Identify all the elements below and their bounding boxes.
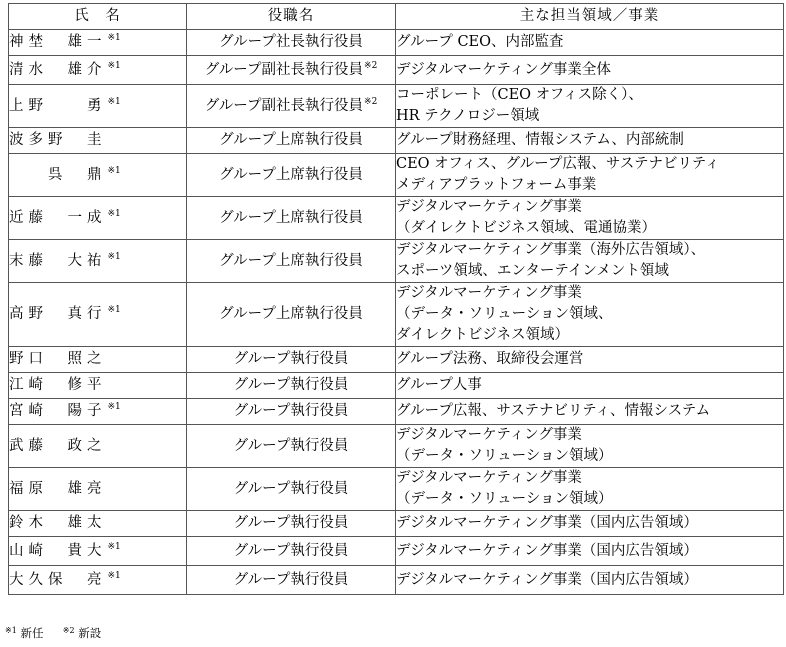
area-line: （データ・ソリューション領域） <box>396 491 613 507</box>
area-line: デジタルマーケティング事業 <box>396 199 582 215</box>
cell-area <box>396 30 784 56</box>
new-appointment-mark: ※1 <box>107 165 121 176</box>
area-line: （データ・ソリューション領域） <box>396 448 613 464</box>
officer-title: グループ上席執行役員 <box>219 166 363 183</box>
cell-area <box>396 373 784 399</box>
new-appointment-mark: ※1 <box>107 570 121 581</box>
cell-title <box>187 240 396 283</box>
new-appointment-mark: ※1 <box>107 541 121 552</box>
footnotes <box>5 625 101 641</box>
officer-name: 鈴木 雄太 <box>9 515 107 531</box>
cell-title <box>187 566 396 595</box>
area-line: デジタルマーケティング事業全体 <box>396 61 611 78</box>
officer-title: グループ執行役員 <box>233 571 349 588</box>
area-line: メディアプラットフォーム事業 <box>396 177 597 193</box>
area-line: デジタルマーケティング事業（海外広告領域）、 <box>396 242 706 258</box>
cell-area <box>396 283 784 347</box>
new-appointment-mark: ※1 <box>107 96 121 107</box>
officer-title: グループ上席執行役員 <box>219 209 363 226</box>
table-row <box>9 30 784 56</box>
table-row <box>9 154 784 197</box>
table-row <box>9 373 784 399</box>
cell-area <box>396 197 784 240</box>
area-line: デジタルマーケティング事業（国内広告領域） <box>396 542 698 559</box>
cell-name <box>9 537 187 566</box>
table-row <box>9 347 784 373</box>
header-name: 氏 名 <box>9 4 187 30</box>
officer-title: グループ社長執行役員 <box>219 34 363 50</box>
officer-title: グループ執行役員 <box>233 437 349 454</box>
cell-area <box>396 154 784 197</box>
area-line: CEO オフィス、グループ広報、サステナビリティ <box>396 156 720 172</box>
cell-area <box>396 537 784 566</box>
cell-title <box>187 537 396 566</box>
table-row <box>9 468 784 511</box>
cell-title <box>187 283 396 347</box>
cell-title <box>187 197 396 240</box>
cell-area <box>396 511 784 537</box>
cell-name <box>9 240 187 283</box>
officer-name: 宮崎 陽子 <box>9 403 107 419</box>
cell-area <box>396 425 784 468</box>
officer-name: 神埜 雄一 <box>9 34 107 50</box>
new-appointment-mark: ※1 <box>107 402 121 412</box>
executive-officers-table <box>8 3 784 595</box>
officer-title: グループ上席執行役員 <box>219 252 363 269</box>
table-row <box>9 197 784 240</box>
cell-name <box>9 85 187 128</box>
new-appointment-mark: ※1 <box>107 33 121 43</box>
cell-title <box>187 468 396 511</box>
cell-title <box>187 511 396 537</box>
cell-title <box>187 56 396 85</box>
header-title: 役職名 <box>187 4 396 30</box>
cell-name <box>9 425 187 468</box>
new-position-mark: ※2 <box>364 96 378 107</box>
cell-name <box>9 347 187 373</box>
officer-name: 呉 鼎 <box>9 166 107 183</box>
officer-name: 野口 照之 <box>9 351 107 367</box>
officer-title: グループ執行役員 <box>233 515 349 531</box>
footnote-text: 新任 <box>20 626 44 640</box>
footnote-mark: ※2 <box>62 626 75 635</box>
cell-name <box>9 566 187 595</box>
area-line: デジタルマーケティング事業 <box>396 285 582 301</box>
officer-title: グループ執行役員 <box>233 542 349 559</box>
area-line: グループ法務、取締役会運営 <box>396 351 584 367</box>
area-line: グループ人事 <box>396 377 482 393</box>
new-appointment-mark: ※1 <box>107 251 121 262</box>
cell-title <box>187 85 396 128</box>
cell-name <box>9 511 187 537</box>
new-position-mark: ※2 <box>364 60 378 71</box>
officer-name: 江崎 修平 <box>9 377 107 393</box>
cell-name <box>9 128 187 154</box>
cell-title <box>187 347 396 373</box>
cell-name <box>9 399 187 425</box>
officer-title: グループ執行役員 <box>233 480 349 497</box>
officer-title: グループ執行役員 <box>233 377 349 393</box>
area-line: グループ財務経理、情報システム、内部統制 <box>396 132 684 148</box>
officer-title: グループ上席執行役員 <box>219 306 363 322</box>
table-row <box>9 425 784 468</box>
cell-name <box>9 468 187 511</box>
cell-name <box>9 56 187 85</box>
cell-area <box>396 347 784 373</box>
table-row <box>9 240 784 283</box>
cell-name <box>9 197 187 240</box>
cell-area <box>396 468 784 511</box>
cell-title <box>187 399 396 425</box>
area-line: デジタルマーケティング事業 <box>396 470 582 486</box>
table-row <box>9 566 784 595</box>
cell-title <box>187 373 396 399</box>
new-appointment-mark: ※1 <box>107 208 121 219</box>
cell-title <box>187 154 396 197</box>
footnote-mark: ※1 <box>5 626 17 635</box>
officer-title: グループ副社長執行役員 <box>204 61 364 78</box>
table-row <box>9 511 784 537</box>
area-line: グループ広報、サステナビリティ、情報システム <box>396 403 711 419</box>
cell-title <box>187 30 396 56</box>
cell-area <box>396 566 784 595</box>
cell-name <box>9 154 187 197</box>
officer-name: 山崎 貴大 <box>9 542 107 559</box>
officer-title: グループ執行役員 <box>233 351 349 367</box>
area-line: ダイレクトビジネス領域） <box>396 327 569 343</box>
header-area: 主な担当領域／事業 <box>396 4 784 30</box>
cell-title <box>187 128 396 154</box>
table-row <box>9 56 784 85</box>
table-row <box>9 399 784 425</box>
area-line: コーポレート（CEO オフィス除く）、 <box>396 87 643 103</box>
officer-name: 大久保 亮 <box>9 571 107 588</box>
officer-name: 末藤 大祐 <box>9 252 107 269</box>
table-row <box>9 128 784 154</box>
officer-title: グループ副社長執行役員 <box>204 97 364 114</box>
officer-name: 武藤 政之 <box>9 437 107 454</box>
table-row <box>9 537 784 566</box>
officer-name: 近藤 一成 <box>9 209 107 226</box>
officer-name: 清水 雄介 <box>9 61 107 78</box>
officer-title: グループ執行役員 <box>233 403 349 419</box>
officer-title: グループ上席執行役員 <box>219 132 363 148</box>
cell-name <box>9 373 187 399</box>
cell-name <box>9 30 187 56</box>
cell-area <box>396 85 784 128</box>
officer-name: 高野 真行 <box>9 306 107 322</box>
area-line: デジタルマーケティング事業（国内広告領域） <box>396 571 698 588</box>
cell-name <box>9 283 187 347</box>
cell-area <box>396 56 784 85</box>
area-line: （データ・ソリューション領域、 <box>396 306 613 322</box>
table-body <box>9 30 784 595</box>
cell-area <box>396 399 784 425</box>
area-line: （ダイレクトビジネス領域、電通協業） <box>396 220 656 236</box>
area-line: デジタルマーケティング事業（国内広告領域） <box>396 515 698 531</box>
cell-title <box>187 425 396 468</box>
officer-name: 福原 雄亮 <box>9 480 107 497</box>
area-line: HR テクノロジー領域 <box>396 108 540 124</box>
table-row <box>9 283 784 347</box>
area-line: グループ CEO、内部監査 <box>396 34 564 50</box>
new-appointment-mark: ※1 <box>107 305 121 315</box>
table-row <box>9 85 784 128</box>
footnote-text: 新設 <box>78 626 102 640</box>
officer-name: 波多野 圭 <box>9 132 107 148</box>
new-appointment-mark: ※1 <box>107 60 121 71</box>
area-line: スポーツ領域、エンターテインメント領域 <box>396 263 669 279</box>
area-line: デジタルマーケティング事業 <box>396 427 582 443</box>
cell-area <box>396 240 784 283</box>
officer-name: 上野 勇 <box>9 97 107 114</box>
cell-area <box>396 128 784 154</box>
table-header-row <box>9 4 784 30</box>
